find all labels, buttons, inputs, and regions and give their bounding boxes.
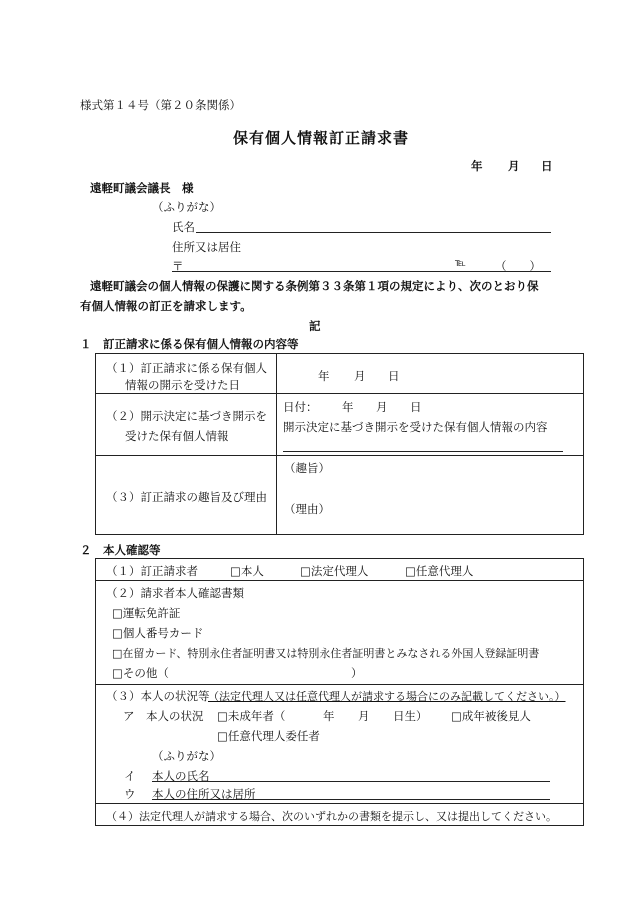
requester-address-label: 住所又は居住 — [172, 240, 241, 254]
tel-paren: （ ） — [495, 259, 541, 273]
requester-furigana: （ふりがな） — [152, 200, 221, 214]
s1-row1-day: 日 — [388, 369, 400, 383]
person-address-label: 本人の住所又は居所 — [152, 787, 256, 801]
person-name-field[interactable] — [152, 781, 550, 782]
checkbox-minor[interactable]: □未成年者（ — [217, 709, 286, 723]
s1-row2-date-label: 日付： — [283, 400, 318, 414]
person-address-prefix: ウ — [124, 787, 136, 801]
requester-name-field[interactable] — [196, 232, 551, 233]
requester-name-label: 氏名 — [172, 220, 195, 234]
date-year-label: 年 — [471, 159, 483, 173]
other-close-paren: ） — [351, 666, 363, 680]
s1-row2-content-field[interactable] — [283, 451, 563, 452]
intro-line2: 有個人情報の訂正を請求します。 — [80, 299, 252, 313]
s1-row2-year: 年 — [342, 400, 354, 414]
section2-row-separator-3 — [95, 803, 584, 804]
s1-row2-month: 月 — [376, 400, 388, 414]
checkbox-drivers-license[interactable]: □運転免許証 — [112, 606, 181, 620]
date-day-label: 日 — [541, 159, 553, 173]
s2-row3-label: （３）本人の状況等 — [106, 689, 210, 703]
s1-row2-label-line1: （２）開示決定に基づき開示を — [106, 409, 267, 423]
s1-row2-label-line2: 受けた保有個人情報 — [125, 429, 229, 443]
s1-row1-label-line1: （１）訂正請求に係る保有個人 — [106, 361, 267, 375]
person-name-prefix: イ — [124, 769, 136, 783]
s1-row1-label-line2: 情報の開示を受けた日 — [125, 378, 240, 392]
date-month-label: 月 — [508, 159, 520, 173]
section1-divider — [276, 353, 277, 535]
checkbox-my-number-card[interactable]: □個人番号カード — [112, 626, 204, 640]
s1-row3-reason: （理由） — [284, 502, 330, 516]
ki-mark: 記 — [309, 319, 321, 333]
checkbox-voluntary-rep[interactable]: □任意代理人 — [405, 564, 474, 578]
checkbox-legal-rep[interactable]: □法定代理人 — [300, 564, 369, 578]
s2-row4-label: （４）法定代理人が請求する場合、次のいずれかの書類を提示し、又は提出してください。 — [106, 810, 557, 823]
section2-heading: ２ 本人確認等 — [80, 543, 161, 557]
person-address-field[interactable] — [152, 799, 550, 800]
person-status-label: ア 本人の状況 — [123, 709, 204, 723]
s1-row2-day: 日 — [410, 400, 422, 414]
checkbox-adult-ward[interactable]: □成年被後見人 — [451, 709, 531, 723]
page-title: 保有個人情報訂正請求書 — [233, 129, 410, 147]
s1-row1-month: 月 — [354, 369, 366, 383]
person-name-label: 本人の氏名 — [152, 769, 210, 783]
section1-row-separator-2 — [95, 455, 584, 456]
minor-month: 月 — [358, 709, 370, 723]
s2-row1-label: （１）訂正請求者 — [106, 564, 198, 578]
s1-row3-label: （３）訂正請求の趣旨及び理由 — [106, 490, 267, 504]
s1-row2-content-label: 開示決定に基づき開示を受けた保有個人情報の内容 — [283, 420, 548, 434]
s1-row3-purpose: （趣旨） — [284, 461, 330, 475]
s2-row2-label: （２）請求者本人確認書類 — [106, 586, 244, 600]
section2-row-separator-1 — [95, 580, 584, 581]
s2-row3-note: （法定代理人又は任意代理人が請求する場合にのみ記載してください。） — [208, 690, 566, 703]
form-number: 様式第１４号（第２０条関係） — [80, 98, 241, 112]
s1-row1-year: 年 — [318, 369, 330, 383]
addressee: 遠軽町議会議長 様 — [90, 181, 194, 195]
postal-mark: 〒 — [172, 259, 184, 273]
checkbox-self[interactable]: □本人 — [230, 564, 264, 578]
tel-label: ℡ — [455, 258, 466, 269]
checkbox-residence-card[interactable]: □在留カード、特別永住者証明書又は特別永住者証明書とみなされる外国人登録証明書 — [112, 647, 540, 660]
section1-heading: １ 訂正請求に係る保有個人情報の内容等 — [80, 337, 299, 351]
minor-year: 年 — [323, 709, 335, 723]
person-furigana: （ふりがな） — [152, 749, 221, 763]
section2-row-separator-2 — [95, 684, 584, 685]
section1-row-separator-1 — [95, 393, 584, 394]
minor-born: 日生） — [393, 709, 428, 723]
checkbox-other[interactable]: □その他（ — [112, 666, 169, 680]
checkbox-delegator[interactable]: □任意代理人委任者 — [217, 729, 320, 743]
intro-line1: 遠軽町議会の個人情報の保護に関する条例第３３条第１項の規定により、次のとおり保 — [90, 279, 539, 293]
